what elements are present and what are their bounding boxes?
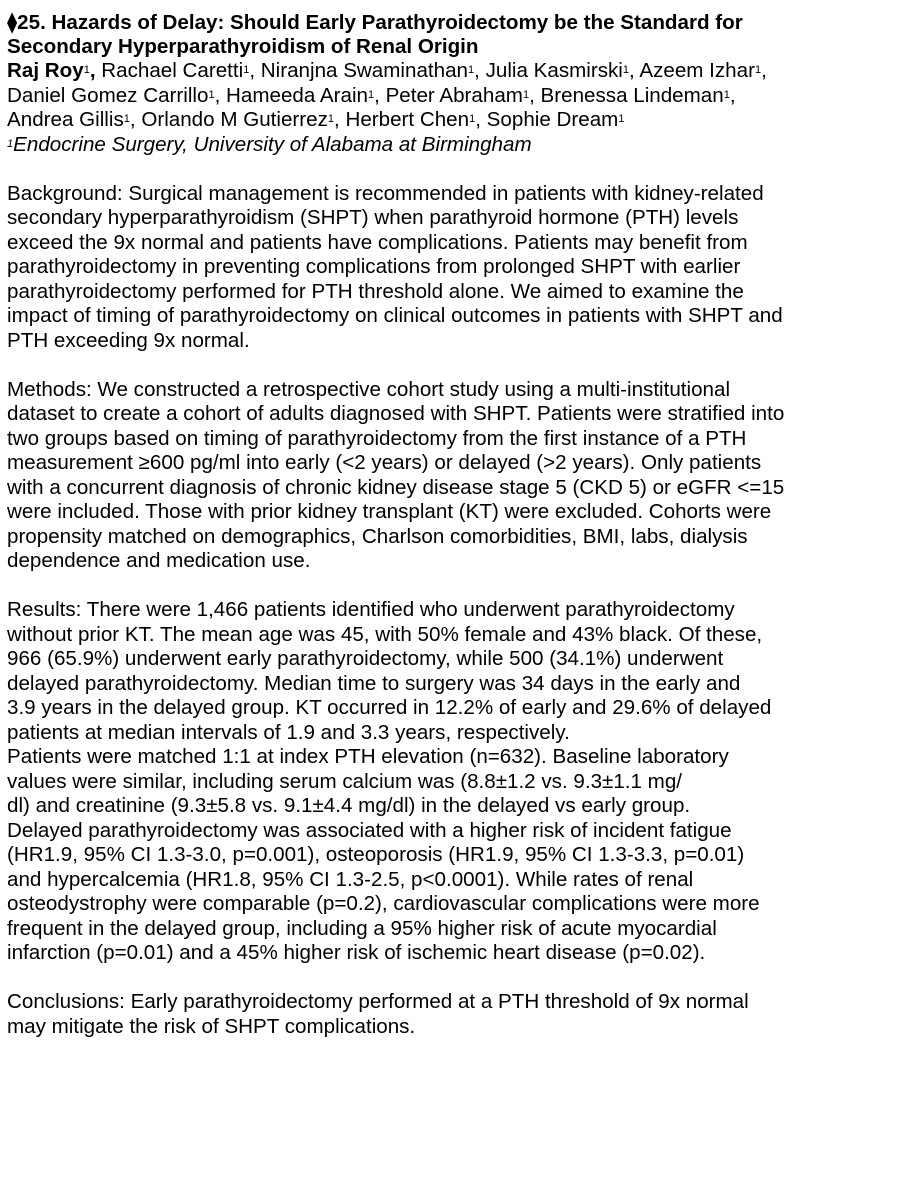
background-section bbox=[7, 182, 900, 354]
author-affiliation-marker: 1 bbox=[723, 88, 730, 101]
author-separator: , bbox=[89, 59, 102, 82]
methods-line: propensity matched on demographics, Charlson comorbidities, BMI, labs, dialysis bbox=[7, 524, 748, 548]
author-name: Peter Abraham bbox=[385, 83, 523, 107]
author-name: Herbert Chen bbox=[345, 108, 470, 131]
background-line: Background: Surgical management is recommended in patients with kidney-related bbox=[7, 181, 764, 205]
author-name: Andrea Gillis bbox=[7, 108, 124, 131]
author-separator: , bbox=[214, 83, 227, 107]
methods-line: were included. Those with prior kidney transplant (KT) were excluded. Cohorts were bbox=[7, 500, 772, 523]
results-line: frequent in the delayed group, including a 95% higher risk of acute myocardial bbox=[7, 916, 717, 940]
author-list bbox=[7, 59, 900, 133]
background-line: parathyroidectomy performed for PTH threshold alone. We aimed to examine the bbox=[7, 279, 744, 303]
author-name: Brenessa Lindeman bbox=[540, 83, 724, 107]
author-affiliation-marker: 1 bbox=[618, 113, 625, 125]
title-line-2: Secondary Hyperparathyroidism of Renal Origin bbox=[7, 35, 479, 58]
title-line-1: ⧫25. Hazards of Delay: Should Early Parathyroidectomy be the Standard for bbox=[7, 11, 743, 34]
author-name: Azeem Izhar bbox=[639, 59, 755, 82]
author-name: Niranjna Swaminathan bbox=[260, 59, 468, 82]
author-affiliation-marker: 1 bbox=[123, 113, 130, 125]
methods-line: with a concurrent diagnosis of chronic kidney disease stage 5 (CKD 5) or eGFR <=15 bbox=[7, 475, 785, 499]
author-separator: , bbox=[334, 108, 346, 131]
author-separator: , bbox=[629, 59, 640, 82]
author-affiliation-marker: 1 bbox=[83, 64, 90, 76]
background-line: secondary hyperparathyroidism (SHPT) when parathyroid hormone (PTH) levels bbox=[7, 206, 739, 229]
methods-line: dataset to create a cohort of adults diagnosed with SHPT. Patients were stratified into bbox=[7, 402, 785, 425]
author-separator: , bbox=[129, 108, 142, 131]
results-line: Results: There were 1,466 patients identified who underwent parathyroidectomy bbox=[7, 598, 735, 621]
results-line: values were similar, including serum calcium was (8.8±1.2 vs. 9.3±1.1 mg/ bbox=[7, 769, 683, 793]
author-affiliation-marker: 1 bbox=[367, 88, 375, 101]
author-separator: , bbox=[374, 83, 386, 107]
results-line: 966 (65.9%) underwent early parathyroidectomy, while 500 (34.1%) underwent bbox=[7, 647, 724, 670]
methods-line: measurement ≥600 pg/ml into early (<2 years) or delayed (>2 years). Only patients bbox=[7, 451, 762, 474]
author-name: Daniel Gomez Carrillo bbox=[7, 83, 209, 107]
author-name: Julia Kasmirski bbox=[485, 59, 623, 82]
background-line: impact of timing of parathyroidectomy on clinical outcomes in patients with SHPT and bbox=[7, 304, 783, 327]
author-affiliation-marker: 1 bbox=[243, 64, 250, 76]
author-line bbox=[7, 59, 900, 84]
results-line: dl) and creatinine (9.3±5.8 vs. 9.1±4.4 mg/dl) in the delayed vs early group. bbox=[7, 794, 691, 817]
author-affiliation-marker: 1 bbox=[622, 64, 630, 76]
results-line: without prior KT. The mean age was 45, with 50% female and 43% black. Of these, bbox=[7, 622, 763, 646]
results-section bbox=[7, 598, 900, 966]
results-line: 3.9 years in the delayed group. KT occurred in 12.2% of early and 29.6% of delayed bbox=[7, 696, 772, 719]
author-separator: , bbox=[249, 59, 261, 82]
conclusions-line: may mitigate the risk of SHPT complications. bbox=[7, 1014, 416, 1038]
author-separator: , bbox=[529, 83, 541, 107]
results-line: Patients were matched 1:1 at index PTH elevation (n=632). Baseline laboratory bbox=[7, 745, 729, 768]
author-line bbox=[7, 108, 900, 133]
author-separator: , bbox=[475, 108, 487, 131]
author-affiliation-marker: 1 bbox=[522, 88, 530, 101]
author-separator: , bbox=[729, 83, 736, 107]
abstract-page bbox=[7, 0, 900, 1039]
author-name: Sophie Dream bbox=[486, 108, 619, 131]
background-line: PTH exceeding 9x normal. bbox=[7, 328, 250, 352]
author-affiliation-marker: 1 bbox=[467, 64, 475, 76]
results-line: patients at median intervals of 1.9 and 3.3 years, respectively. bbox=[7, 720, 570, 744]
background-line: exceed the 9x normal and patients have complications. Patients may benefit from bbox=[7, 230, 748, 254]
background-line: parathyroidectomy in preventing complications from prolonged SHPT with earlier bbox=[7, 255, 741, 278]
affiliation-marker: 1 bbox=[7, 137, 14, 150]
author-separator: , bbox=[474, 59, 486, 82]
abstract-title bbox=[7, 11, 900, 59]
author-line bbox=[7, 84, 900, 109]
results-line: infarction (p=0.01) and a 45% higher risk of ischemic heart disease (p=0.02). bbox=[7, 941, 706, 964]
author-name: Orlando M Gutierrez bbox=[141, 108, 328, 131]
author-affiliation-marker: 1 bbox=[208, 88, 215, 101]
author-affiliation-marker: 1 bbox=[754, 64, 762, 76]
methods-line: two groups based on timing of parathyroidectomy from the first instance of a PTH bbox=[7, 426, 747, 450]
author-name: Hameeda Arain bbox=[226, 83, 368, 107]
results-line: (HR1.9, 95% CI 1.3-3.0, p=0.001), osteoporosis (HR1.9, 95% CI 1.3-3.3, p=0.01) bbox=[7, 843, 745, 866]
methods-line: dependence and medication use. bbox=[7, 549, 311, 572]
results-line: and hypercalcemia (HR1.8, 95% CI 1.3-2.5, p<0.0001). While rates of renal bbox=[7, 867, 694, 891]
affiliation bbox=[7, 133, 900, 158]
affiliation-text: Endocrine Surgery, University of Alabama at Birmingham bbox=[13, 132, 532, 156]
author-affiliation-marker: 1 bbox=[469, 113, 476, 125]
methods-section bbox=[7, 378, 900, 574]
results-line: Delayed parathyroidectomy was associated with a higher risk of incident fatigue bbox=[7, 818, 732, 842]
results-line: delayed parathyroidectomy. Median time to surgery was 34 days in the early and bbox=[7, 671, 741, 695]
conclusions-section bbox=[7, 990, 900, 1039]
author-name: Raj Roy bbox=[7, 59, 84, 82]
author-name: Rachael Caretti bbox=[101, 59, 244, 82]
conclusions-line: Conclusions: Early parathyroidectomy performed at a PTH threshold of 9x normal bbox=[7, 990, 749, 1013]
author-affiliation-marker: 1 bbox=[327, 113, 335, 125]
methods-line: Methods: We constructed a retrospective cohort study using a multi-institutional bbox=[7, 377, 731, 401]
results-line: osteodystrophy were comparable (p=0.2), cardiovascular complications were more bbox=[7, 892, 760, 915]
author-separator: , bbox=[761, 59, 767, 82]
